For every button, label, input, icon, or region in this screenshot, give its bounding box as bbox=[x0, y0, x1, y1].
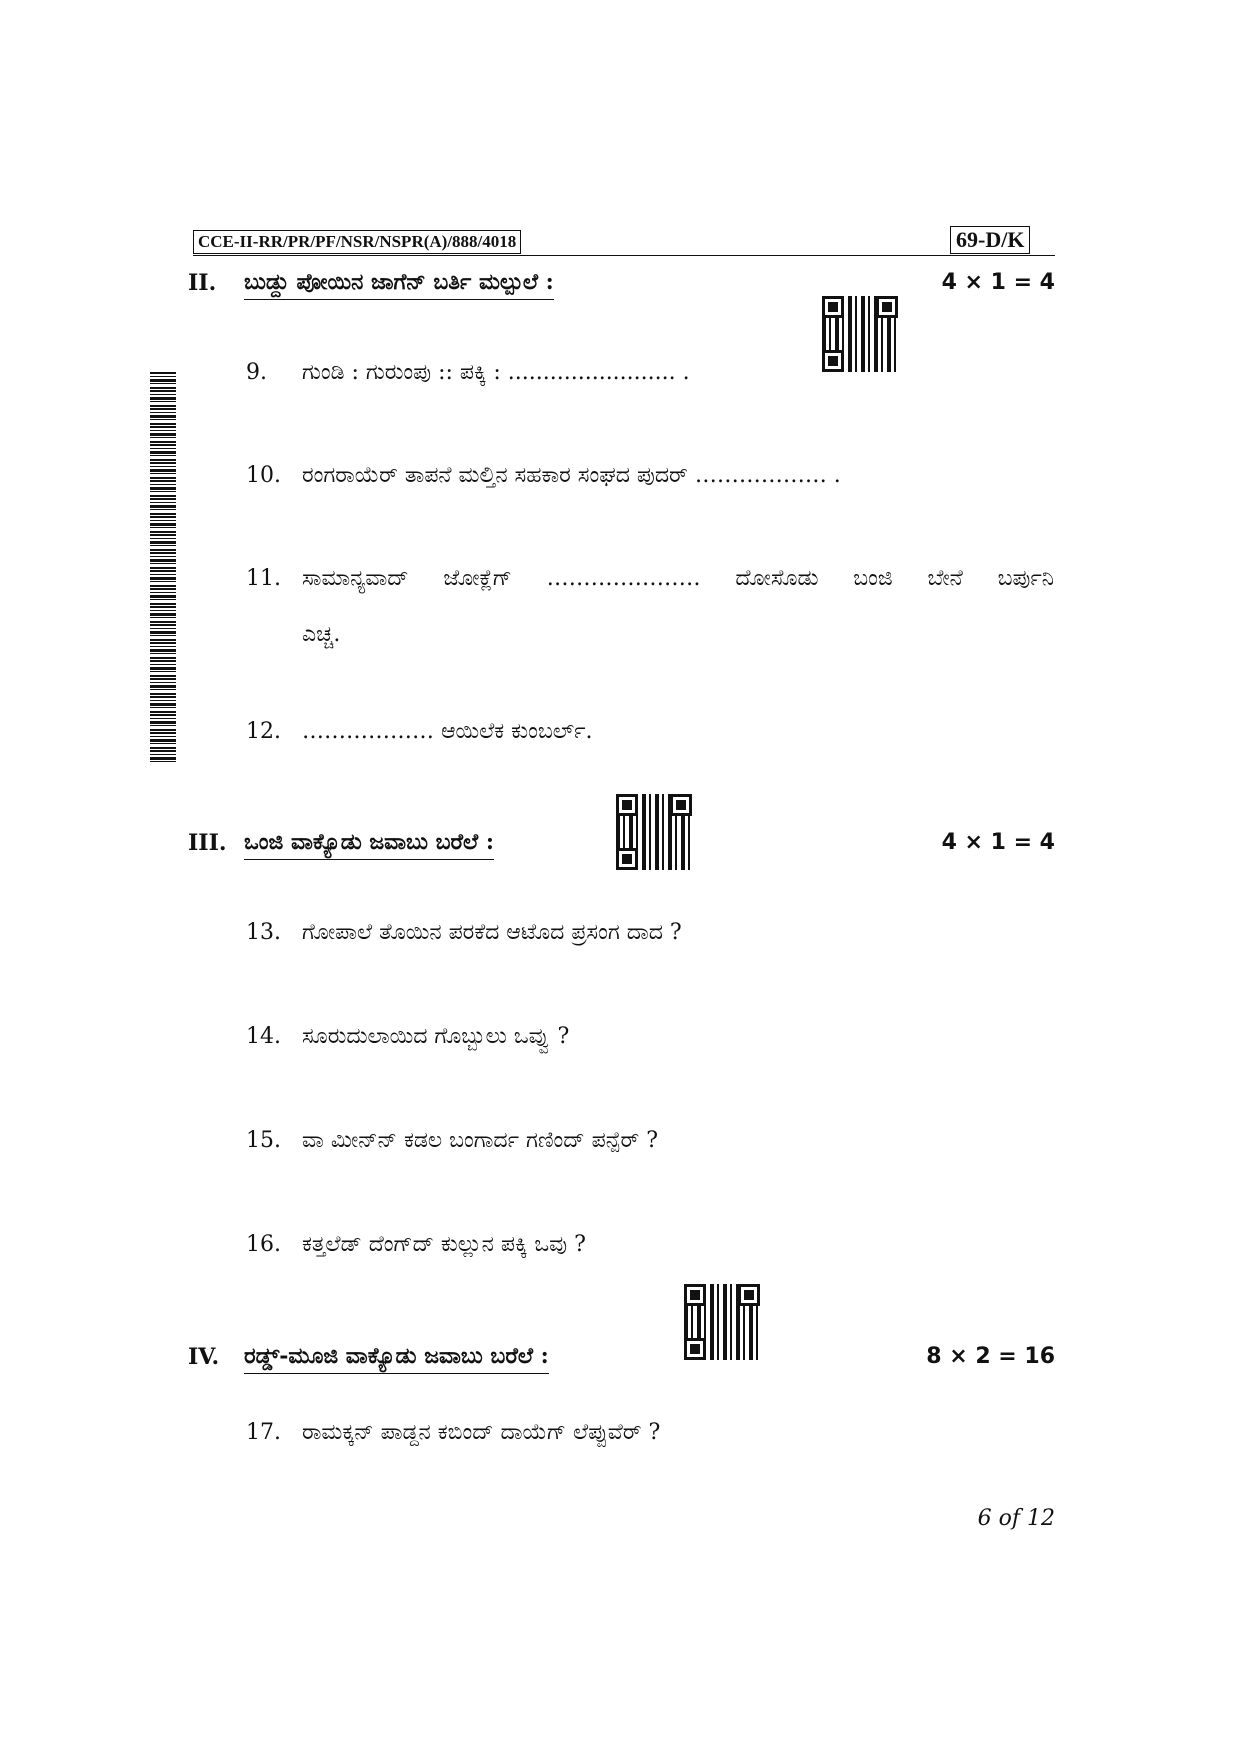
question-number: 13. bbox=[246, 920, 281, 945]
question-text: ಸೂರುದುಲಾಯಿದ ಗೊಬ್ಬುಲು ಒವ್ವು ? bbox=[302, 1024, 570, 1049]
question-number: 9. bbox=[246, 360, 267, 385]
question-text: ……………… ಆಯಿಲೆಕ ಕುಂಬರ್ಲ್. bbox=[302, 719, 593, 744]
question-text: ರಂಗರಾಯೆರ್ ತಾಪನೆ ಮಲ್ತಿನ ಸಹಕಾರ ಸಂಘದ ಪುದರ್ ……………… . bbox=[302, 463, 841, 488]
qr-code-icon bbox=[822, 296, 898, 372]
question-number: 16. bbox=[246, 1232, 281, 1257]
qr-code-icon bbox=[684, 1284, 760, 1360]
question-text-continued: ಎಚ್ಚ. bbox=[302, 622, 341, 647]
question-text: ಗೋಪಾಲೆ ತೊಯಿನ ಪರಕೆದ ಆಟೊದ ಪ್ರಸಂಗ ದಾದ ? bbox=[302, 920, 682, 945]
question-text: ಕತ್ತಲೆಡ್ ದೆಂಗ್‌ದ್ ಕುಲ್ಲುನ ಪಕ್ಕಿ ಒವು ? bbox=[302, 1232, 586, 1257]
question-text: ವಾ ಮೀನ್‌ನ್ ಕಡಲ ಬಂಗಾರ್ದ ಗಣಿಂದ್ ಪನ್ಪೆರ್ ? bbox=[302, 1128, 659, 1153]
question-number: 11. bbox=[246, 566, 281, 591]
question-number: 14. bbox=[246, 1024, 281, 1049]
section-title: ಒಂಜಿ ವಾಕ್ಯೊಡು ಜವಾಬು ಬರೆಲೆ : bbox=[244, 829, 494, 860]
question-paper-code: CCE-II-RR/PR/PF/NSR/NSPR(A)/888/4018 bbox=[193, 230, 521, 254]
question-number: 15. bbox=[246, 1128, 281, 1153]
section-numeral: II. bbox=[188, 270, 217, 296]
section-marks: 4 × 1 = 4 bbox=[941, 830, 1055, 855]
question-text: ರಾಮಕ್ಕನ್ ಪಾಡ್ದನ ಕಬಿಂದ್ ದಾಯೆಗ್ ಲೆಪ್ಪುವೆರ್ ? bbox=[302, 1420, 661, 1445]
section-marks: 4 × 1 = 4 bbox=[941, 270, 1055, 295]
question-number: 12. bbox=[246, 719, 281, 744]
section-numeral: III. bbox=[188, 830, 227, 856]
question-text: ಗುಂಡಿ : ಗುರುಂಪು :: ಪಕ್ಕಿ : ........................ . bbox=[302, 360, 690, 385]
section-marks: 8 × 2 = 16 bbox=[926, 1344, 1055, 1369]
barcode-icon bbox=[150, 372, 176, 764]
page-number: 6 of 12 bbox=[977, 1506, 1055, 1531]
section-numeral: IV. bbox=[188, 1344, 220, 1370]
question-number: 17. bbox=[246, 1420, 281, 1445]
subject-code-box: 69-D/K bbox=[950, 226, 1030, 254]
section-title: ಬುಡ್ದು ಪೋಯಿನ ಜಾಗೆನ್ ಬರ್ತಿ ಮಲ್ಪುಲೆ : bbox=[244, 269, 554, 300]
question-text: ಸಾಮಾನ್ಯವಾದ್ ಜೋಕ್ಲೆಗ್ ………………… ದೋಸೊಡು ಬಂಜಿ ಬೇನೆ ಬರ್ಪುನಿ bbox=[302, 566, 1054, 591]
header-rule bbox=[193, 255, 1055, 256]
question-number: 10. bbox=[246, 463, 281, 488]
qr-code-icon bbox=[616, 794, 692, 870]
section-title: ರಡ್ಡ್-ಮೂಜಿ ವಾಕ್ಯೊಡು ಜವಾಬು ಬರೆಲೆ : bbox=[244, 1343, 549, 1374]
